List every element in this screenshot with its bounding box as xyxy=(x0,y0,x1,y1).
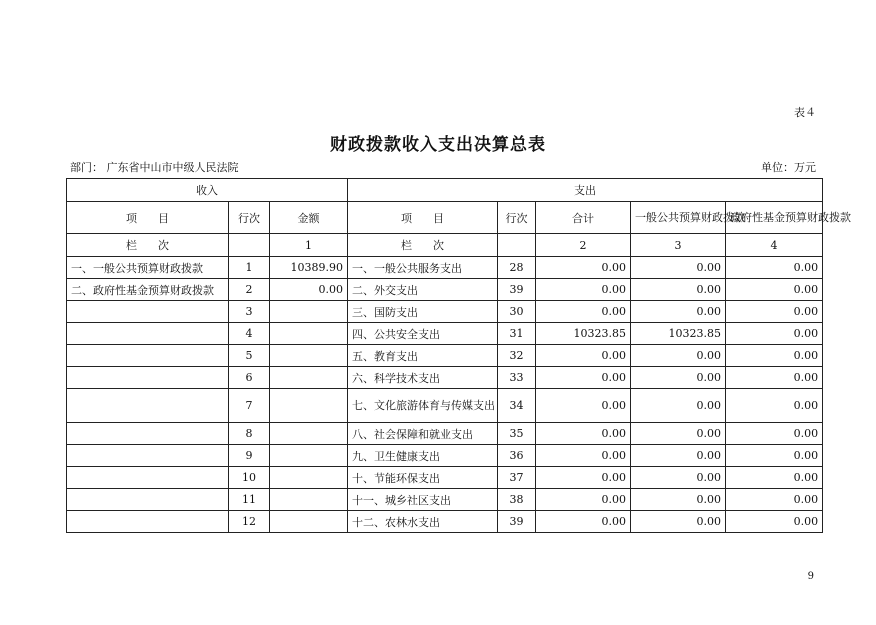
table-number: 表４ xyxy=(794,106,816,119)
total-header: 合计 xyxy=(536,202,631,234)
general-budget-cell: 0.00 xyxy=(631,367,726,389)
income-lanci-label: 栏 次 xyxy=(67,234,229,257)
table-row xyxy=(67,367,823,389)
empty-cell xyxy=(229,234,270,257)
total-cell: 0.00 xyxy=(536,389,631,423)
expense-lanci-label: 栏 次 xyxy=(348,234,498,257)
table-row xyxy=(67,279,823,301)
general-budget-cell: 0.00 xyxy=(631,511,726,533)
expense-item-cell: 十二、农林水支出 xyxy=(348,511,498,533)
gov-fund-cell: 0.00 xyxy=(726,389,823,423)
empty-cell xyxy=(498,234,536,257)
table-row xyxy=(67,257,823,279)
income-amount-cell xyxy=(270,467,348,489)
income-amount-cell: 10389.90 xyxy=(270,257,348,279)
income-line-cell: 7 xyxy=(229,389,270,423)
gov-fund-cell: 0.00 xyxy=(726,323,823,345)
general-budget-cell: 0.00 xyxy=(631,467,726,489)
expense-line-cell: 34 xyxy=(498,389,536,423)
income-line-cell: 3 xyxy=(229,301,270,323)
income-amount-cell xyxy=(270,389,348,423)
budget-summary-table xyxy=(66,178,852,533)
income-line-cell: 6 xyxy=(229,367,270,389)
income-amount-cell xyxy=(270,301,348,323)
department-label: 部门： 广东省中山市中级人民法院 xyxy=(70,161,239,174)
total-cell: 0.00 xyxy=(536,279,631,301)
income-amount-header: 金额 xyxy=(270,202,348,234)
table-row xyxy=(67,489,823,511)
income-amount-cell xyxy=(270,345,348,367)
table-row xyxy=(67,423,823,445)
gov-fund-cell: 0.00 xyxy=(726,367,823,389)
income-line-cell: 12 xyxy=(229,511,270,533)
unit-label: 单位：万元 xyxy=(761,161,816,174)
expense-item-cell: 十、节能环保支出 xyxy=(348,467,498,489)
income-line-cell: 10 xyxy=(229,467,270,489)
general-budget-cell: 0.00 xyxy=(631,423,726,445)
expense-line-cell: 35 xyxy=(498,423,536,445)
income-line-cell: 1 xyxy=(229,257,270,279)
income-amount-cell xyxy=(270,489,348,511)
table-body xyxy=(67,257,823,533)
income-amount-cell: 0.00 xyxy=(270,279,348,301)
income-item-cell xyxy=(67,445,229,467)
total-cell: 10323.85 xyxy=(536,323,631,345)
income-line-cell: 5 xyxy=(229,345,270,367)
expense-line-cell: 33 xyxy=(498,367,536,389)
expense-line-cell: 39 xyxy=(498,279,536,301)
gov-fund-cell: 0.00 xyxy=(726,257,823,279)
income-line-cell: 11 xyxy=(229,489,270,511)
expense-item-cell: 一、一般公共服务支出 xyxy=(348,257,498,279)
column-index-row xyxy=(67,234,823,257)
expense-line-cell: 38 xyxy=(498,489,536,511)
expense-line-cell: 36 xyxy=(498,445,536,467)
gov-fund-cell: 0.00 xyxy=(726,423,823,445)
expense-line-cell: 37 xyxy=(498,467,536,489)
income-item-cell: 二、政府性基金预算财政拨款 xyxy=(67,279,229,301)
general-budget-cell: 0.00 xyxy=(631,389,726,423)
table-row xyxy=(67,323,823,345)
gov-fund-header: 政府性基金预算财政拨款 xyxy=(726,202,823,234)
income-item-cell xyxy=(67,367,229,389)
expense-item-cell: 三、国防支出 xyxy=(348,301,498,323)
income-amount-cell xyxy=(270,445,348,467)
income-item-cell xyxy=(67,389,229,423)
income-line-cell: 9 xyxy=(229,445,270,467)
income-item-header: 项 目 xyxy=(67,202,229,234)
expense-item-cell: 六、科学技术支出 xyxy=(348,367,498,389)
total-cell: 0.00 xyxy=(536,445,631,467)
income-item-cell xyxy=(67,489,229,511)
general-budget-cell: 10323.85 xyxy=(631,323,726,345)
income-line-cell: 8 xyxy=(229,423,270,445)
income-amount-cell xyxy=(270,323,348,345)
page-title: 财政拨款收入支出决算总表 xyxy=(330,135,546,155)
total-cell: 0.00 xyxy=(536,511,631,533)
expense-item-cell: 五、教育支出 xyxy=(348,345,498,367)
expense-line-header: 行次 xyxy=(498,202,536,234)
table-row xyxy=(67,511,823,533)
general-budget-cell: 0.00 xyxy=(631,489,726,511)
expense-line-cell: 31 xyxy=(498,323,536,345)
general-budget-cell: 0.00 xyxy=(631,279,726,301)
income-item-cell xyxy=(67,345,229,367)
total-cell: 0.00 xyxy=(536,423,631,445)
income-item-cell: 一、一般公共预算财政拨款 xyxy=(67,257,229,279)
column-index-3: 3 xyxy=(631,234,726,257)
income-item-cell xyxy=(67,423,229,445)
general-budget-header: 一般公共预算财政拨款 xyxy=(631,202,726,234)
gov-fund-cell: 0.00 xyxy=(726,489,823,511)
gov-fund-cell: 0.00 xyxy=(726,279,823,301)
income-item-cell xyxy=(67,301,229,323)
income-line-header: 行次 xyxy=(229,202,270,234)
general-budget-cell: 0.00 xyxy=(631,445,726,467)
expense-line-cell: 32 xyxy=(498,345,536,367)
section-header-row xyxy=(67,179,823,202)
income-amount-cell xyxy=(270,423,348,445)
table-row xyxy=(67,445,823,467)
table-row xyxy=(67,345,823,367)
income-item-cell xyxy=(67,511,229,533)
column-index-1: 1 xyxy=(270,234,348,257)
expense-item-cell: 二、外交支出 xyxy=(348,279,498,301)
general-budget-cell: 0.00 xyxy=(631,301,726,323)
income-header: 收入 xyxy=(67,179,348,202)
expense-item-cell: 八、社会保障和就业支出 xyxy=(348,423,498,445)
gov-fund-cell: 0.00 xyxy=(726,511,823,533)
expense-line-cell: 28 xyxy=(498,257,536,279)
expense-line-cell: 39 xyxy=(498,511,536,533)
total-cell: 0.00 xyxy=(536,301,631,323)
income-amount-cell xyxy=(270,367,348,389)
income-item-cell xyxy=(67,467,229,489)
income-amount-cell xyxy=(270,511,348,533)
expense-item-cell: 七、文化旅游体育与传媒支出 xyxy=(348,389,498,423)
total-cell: 0.00 xyxy=(536,367,631,389)
expense-item-cell: 九、卫生健康支出 xyxy=(348,445,498,467)
gov-fund-cell: 0.00 xyxy=(726,467,823,489)
income-item-cell xyxy=(67,323,229,345)
column-index-4: 4 xyxy=(726,234,823,257)
gov-fund-cell: 0.00 xyxy=(726,301,823,323)
total-cell: 0.00 xyxy=(536,467,631,489)
total-cell: 0.00 xyxy=(536,257,631,279)
column-index-2: 2 xyxy=(536,234,631,257)
expense-item-header: 项 目 xyxy=(348,202,498,234)
income-line-cell: 2 xyxy=(229,279,270,301)
income-line-cell: 4 xyxy=(229,323,270,345)
expense-header: 支出 xyxy=(348,179,823,202)
expense-line-cell: 30 xyxy=(498,301,536,323)
table-row xyxy=(67,389,823,423)
general-budget-cell: 0.00 xyxy=(631,345,726,367)
total-cell: 0.00 xyxy=(536,489,631,511)
expense-item-cell: 十一、城乡社区支出 xyxy=(348,489,498,511)
column-header-row xyxy=(67,202,823,234)
gov-fund-cell: 0.00 xyxy=(726,345,823,367)
page-number: 9 xyxy=(807,571,814,582)
gov-fund-cell: 0.00 xyxy=(726,445,823,467)
expense-item-cell: 四、公共安全支出 xyxy=(348,323,498,345)
table-row xyxy=(67,467,823,489)
general-budget-cell: 0.00 xyxy=(631,257,726,279)
table-row xyxy=(67,301,823,323)
total-cell: 0.00 xyxy=(536,345,631,367)
